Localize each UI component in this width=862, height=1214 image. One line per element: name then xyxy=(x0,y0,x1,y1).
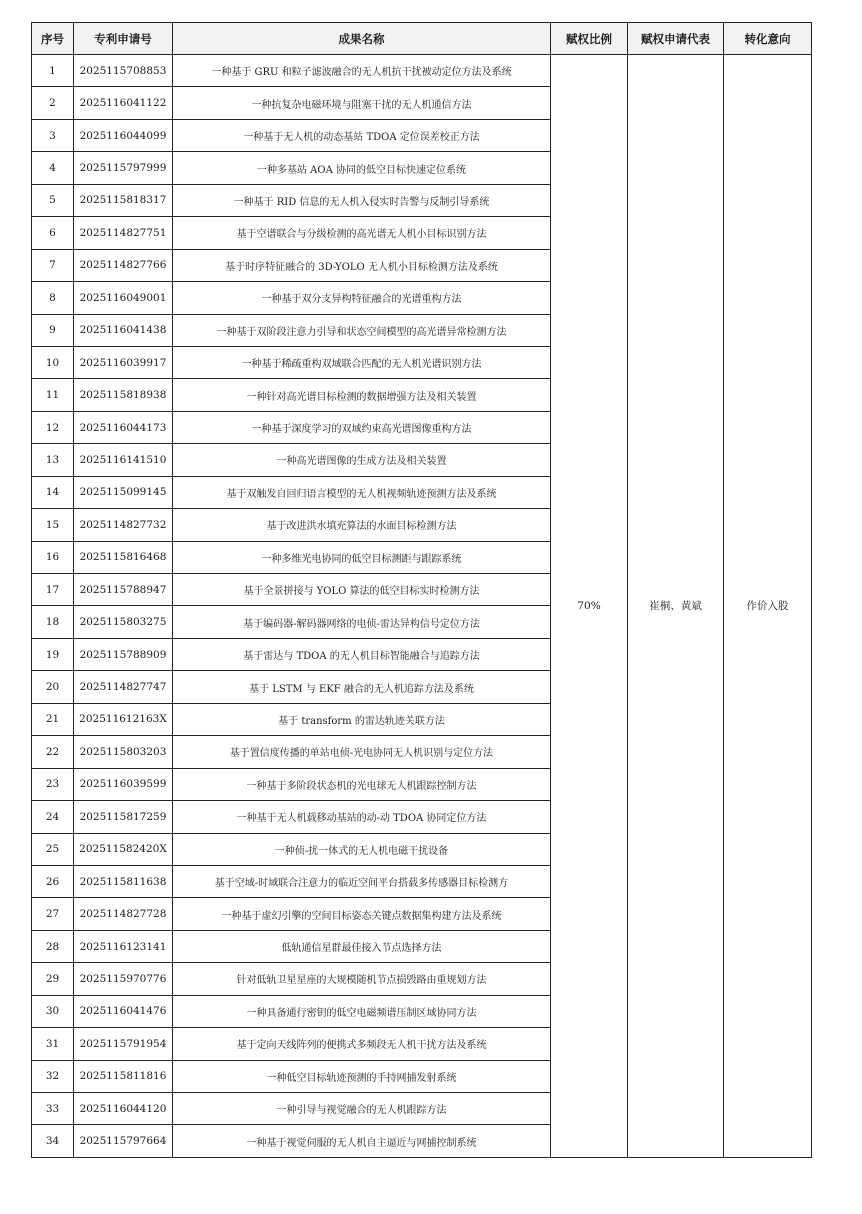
row-index: 14 xyxy=(32,476,74,508)
application-number: 2025114827732 xyxy=(74,509,173,541)
application-number: 202511612163X xyxy=(74,703,173,735)
achievement-name: 基于空域-时域联合注意力的临近空间平台搭载多传感器目标检测方 xyxy=(173,865,551,897)
application-number: 2025115788909 xyxy=(74,638,173,670)
application-number: 2025116044173 xyxy=(74,411,173,443)
representative: 崔桐、黄斌 xyxy=(628,55,724,1158)
application-number: 202511582420X xyxy=(74,833,173,865)
achievement-name: 基于 transform 的雷达轨迹关联方法 xyxy=(173,703,551,735)
row-index: 13 xyxy=(32,444,74,476)
application-number: 2025115797664 xyxy=(74,1125,173,1157)
application-number: 2025115816468 xyxy=(74,541,173,573)
achievement-name: 一种基于无人机载移动基站的动-动 TDOA 协同定位方法 xyxy=(173,801,551,833)
application-number: 2025115791954 xyxy=(74,1028,173,1060)
header-empowerment-ratio: 赋权比例 xyxy=(551,23,628,55)
header-application-number: 专利申请号 xyxy=(74,23,173,55)
achievement-name: 一种高光谱图像的生成方法及相关装置 xyxy=(173,444,551,476)
application-number: 2025116044120 xyxy=(74,1093,173,1125)
table-body xyxy=(32,55,812,1158)
row-index: 28 xyxy=(32,930,74,962)
achievement-name: 一种基于双阶段注意力引导和状态空间模型的高光谱异常检测方法 xyxy=(173,314,551,346)
row-index: 12 xyxy=(32,411,74,443)
application-number: 2025115818938 xyxy=(74,379,173,411)
achievement-name: 基于定向天线阵列的便携式多频段无人机干扰方法及系统 xyxy=(173,1028,551,1060)
row-index: 6 xyxy=(32,217,74,249)
row-index: 7 xyxy=(32,249,74,281)
application-number: 2025114827728 xyxy=(74,898,173,930)
row-index: 5 xyxy=(32,184,74,216)
header-index: 序号 xyxy=(32,23,74,55)
application-number: 2025116049001 xyxy=(74,282,173,314)
achievement-name: 基于空谱联合与分级检测的高光谱无人机小目标识别方法 xyxy=(173,217,551,249)
achievement-name: 基于雷达与 TDOA 的无人机目标智能融合与追踪方法 xyxy=(173,638,551,670)
achievement-name: 针对低轨卫星星座的大规模随机节点损毁路由重规划方法 xyxy=(173,963,551,995)
application-number: 2025116123141 xyxy=(74,930,173,962)
achievement-name: 基于改进洪水填充算法的水面目标检测方法 xyxy=(173,509,551,541)
row-index: 10 xyxy=(32,346,74,378)
application-number: 2025116041476 xyxy=(74,995,173,1027)
header-representative: 赋权申请代表 xyxy=(628,23,724,55)
application-number: 2025115811638 xyxy=(74,865,173,897)
row-index: 16 xyxy=(32,541,74,573)
application-number: 2025114827751 xyxy=(74,217,173,249)
table-row xyxy=(32,55,812,87)
row-index: 15 xyxy=(32,509,74,541)
application-number: 2025116041122 xyxy=(74,87,173,119)
application-number: 2025115797999 xyxy=(74,152,173,184)
row-index: 24 xyxy=(32,801,74,833)
application-number: 2025115817259 xyxy=(74,801,173,833)
achievement-name: 一种基于虚幻引擎的空间目标姿态关键点数据集构建方法及系统 xyxy=(173,898,551,930)
application-number: 2025115970776 xyxy=(74,963,173,995)
row-index: 20 xyxy=(32,671,74,703)
achievement-name: 基于全景拼接与 YOLO 算法的低空目标实时检测方法 xyxy=(173,574,551,606)
empowerment-ratio: 70% xyxy=(551,55,628,1158)
application-number: 2025114827747 xyxy=(74,671,173,703)
row-index: 31 xyxy=(32,1028,74,1060)
row-index: 27 xyxy=(32,898,74,930)
application-number: 2025116141510 xyxy=(74,444,173,476)
application-number: 2025116039917 xyxy=(74,346,173,378)
row-index: 9 xyxy=(32,314,74,346)
row-index: 19 xyxy=(32,638,74,670)
row-index: 18 xyxy=(32,606,74,638)
application-number: 2025116041438 xyxy=(74,314,173,346)
achievement-name: 基于双触发自回归语言模型的无人机视频轨迹预测方法及系统 xyxy=(173,476,551,508)
achievement-name: 一种抗复杂电磁环境与阻塞干扰的无人机通信方法 xyxy=(173,87,551,119)
application-number: 2025116044099 xyxy=(74,119,173,151)
achievement-name: 一种多维光电协同的低空目标测距与跟踪系统 xyxy=(173,541,551,573)
application-number: 2025116039599 xyxy=(74,768,173,800)
patent-table xyxy=(31,22,812,1158)
header-achievement-name: 成果名称 xyxy=(173,23,551,55)
achievement-name: 一种具备通行密钥的低空电磁频谱压制区域协同方法 xyxy=(173,995,551,1027)
row-index: 11 xyxy=(32,379,74,411)
row-index: 22 xyxy=(32,736,74,768)
application-number: 2025115818317 xyxy=(74,184,173,216)
achievement-name: 一种多基站 AOA 协同的低空目标快速定位系统 xyxy=(173,152,551,184)
row-index: 17 xyxy=(32,574,74,606)
row-index: 4 xyxy=(32,152,74,184)
row-index: 29 xyxy=(32,963,74,995)
application-number: 2025115803275 xyxy=(74,606,173,638)
row-index: 2 xyxy=(32,87,74,119)
row-index: 30 xyxy=(32,995,74,1027)
row-index: 8 xyxy=(32,282,74,314)
achievement-name: 一种针对高光谱目标检测的数据增强方法及相关装置 xyxy=(173,379,551,411)
achievement-name: 一种侦-扰一体式的无人机电磁干扰设备 xyxy=(173,833,551,865)
achievement-name: 基于 LSTM 与 EKF 融合的无人机追踪方法及系统 xyxy=(173,671,551,703)
achievement-name: 一种引导与视觉融合的无人机跟踪方法 xyxy=(173,1093,551,1125)
row-index: 25 xyxy=(32,833,74,865)
row-index: 33 xyxy=(32,1093,74,1125)
achievement-name: 基于时序特征融合的 3D-YOLO 无人机小目标检测方法及系统 xyxy=(173,249,551,281)
row-index: 21 xyxy=(32,703,74,735)
application-number: 2025115811816 xyxy=(74,1060,173,1092)
application-number: 2025114827766 xyxy=(74,249,173,281)
application-number: 2025115788947 xyxy=(74,574,173,606)
achievement-name: 一种基于无人机的动态基站 TDOA 定位误差校正方法 xyxy=(173,119,551,151)
achievement-name: 基于编码器-解码器网络的电侦-雷达异构信号定位方法 xyxy=(173,606,551,638)
row-index: 3 xyxy=(32,119,74,151)
application-number: 2025115708853 xyxy=(74,55,173,87)
achievement-name: 基于置信度传播的单站电侦-光电协同无人机识别与定位方法 xyxy=(173,736,551,768)
transfer-intent: 作价入股 xyxy=(724,55,812,1158)
header-row xyxy=(32,23,812,55)
achievement-name: 一种基于 GRU 和粒子滤波融合的无人机抗干扰被动定位方法及系统 xyxy=(173,55,551,87)
application-number: 2025115803203 xyxy=(74,736,173,768)
achievement-name: 一种基于双分支异构特征融合的光谱重构方法 xyxy=(173,282,551,314)
header-transfer-intent: 转化意向 xyxy=(724,23,812,55)
achievement-name: 一种基于稀疏重构双域联合匹配的无人机光谱识别方法 xyxy=(173,346,551,378)
achievement-name: 低轨通信星群最佳接入节点选择方法 xyxy=(173,930,551,962)
row-index: 1 xyxy=(32,55,74,87)
achievement-name: 一种基于多阶段状态机的光电球无人机跟踪控制方法 xyxy=(173,768,551,800)
achievement-name: 一种低空目标轨迹预测的手持网捕发射系统 xyxy=(173,1060,551,1092)
row-index: 32 xyxy=(32,1060,74,1092)
row-index: 26 xyxy=(32,865,74,897)
achievement-name: 一种基于视觉伺服的无人机自主逼近与网捕控制系统 xyxy=(173,1125,551,1157)
row-index: 23 xyxy=(32,768,74,800)
achievement-name: 一种基于 RID 信息的无人机入侵实时告警与反制引导系统 xyxy=(173,184,551,216)
application-number: 2025115099145 xyxy=(74,476,173,508)
row-index: 34 xyxy=(32,1125,74,1157)
achievement-name: 一种基于深度学习的双域约束高光谱图像重构方法 xyxy=(173,411,551,443)
